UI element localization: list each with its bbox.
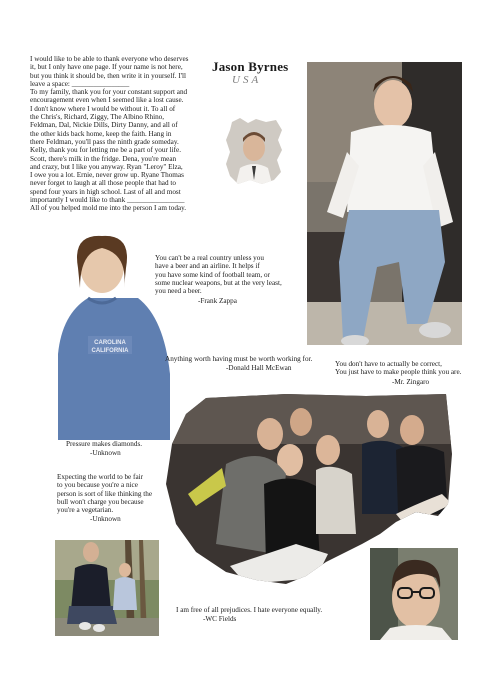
girl-sweater-photo (58, 234, 170, 440)
quote-zappa-text: You can't be a real country unless you have a beer and an airline. It helps if you have some kind of football team, or some nuclear weapons, but at the very least, you need a beer. (155, 254, 282, 296)
quote-mcewan-text: Anything worth having must be worth working for. (165, 355, 313, 363)
sweater-text-line-2: CALIFORNIA (91, 348, 129, 354)
page-title: Jason Byrnes (212, 59, 289, 74)
quote-diamonds-text: Pressure makes diamonds. (66, 440, 143, 448)
quote-zingaro-text: You don't have to actually be correct, You just have to make people think you are. (335, 360, 462, 377)
sweater-text-line-1: CAROLINA (94, 340, 126, 346)
quote-mcewan-author: -Donald Hall McEwan (226, 364, 292, 372)
country-subtitle: USA (232, 74, 262, 86)
quote-zingaro-author: -Mr. Zingaro (392, 378, 430, 386)
quote-wcfields-author: -WC Fields (203, 615, 237, 623)
dedication-text: I would like to be able to thank everyone who deserves it, but I only have one page. If your name is not here, but you think it should be, then write it in yourself. I'll leave a space: ________________ To my family, thank you for your constant support and encouragement even when I seemed like a lost cause. I don't know where I would be without it. To all of the Chris's, Richard, Ziggy, The Albino Rhino, Feldman, Dal, Nickie Dills, Dirty Danny, and all of the other kids back home, keep the faith. Hang in there Feldman, you'll pass the ninth grade someday. Kelly, thank you for letting me be a part of your life. Scott, there's milk in the fridge. Dena, you're mean and crazy, but I like you anyway. Ryan "Leroy" Elza, I owe you a lot. Ernie, never grow up. Ryane Thomas never forget to laugh at all those people that had to spend four years in high school. Last of all and most importantly I would like to thank ________________ All of you helped mold me into the person I am today. (30, 55, 189, 213)
sitting-portrait-photo (307, 62, 462, 345)
small-portrait-photo (226, 118, 282, 184)
quote-vegetarian-text: Expecting the world to be fair to you because you're a nice person is sort of like thinking the bull won't charge you because you're a vegetarian. (57, 473, 153, 515)
outdoor-photo (55, 540, 159, 636)
quote-vegetarian-author: -Unknown (90, 515, 121, 523)
quote-wcfields-text: I am free of all prejudices. I hate everyone equally. (176, 606, 323, 614)
quote-diamonds-author: -Unknown (90, 449, 121, 457)
quote-zappa-author: -Frank Zappa (198, 297, 237, 305)
glasses-portrait-photo (370, 548, 458, 640)
